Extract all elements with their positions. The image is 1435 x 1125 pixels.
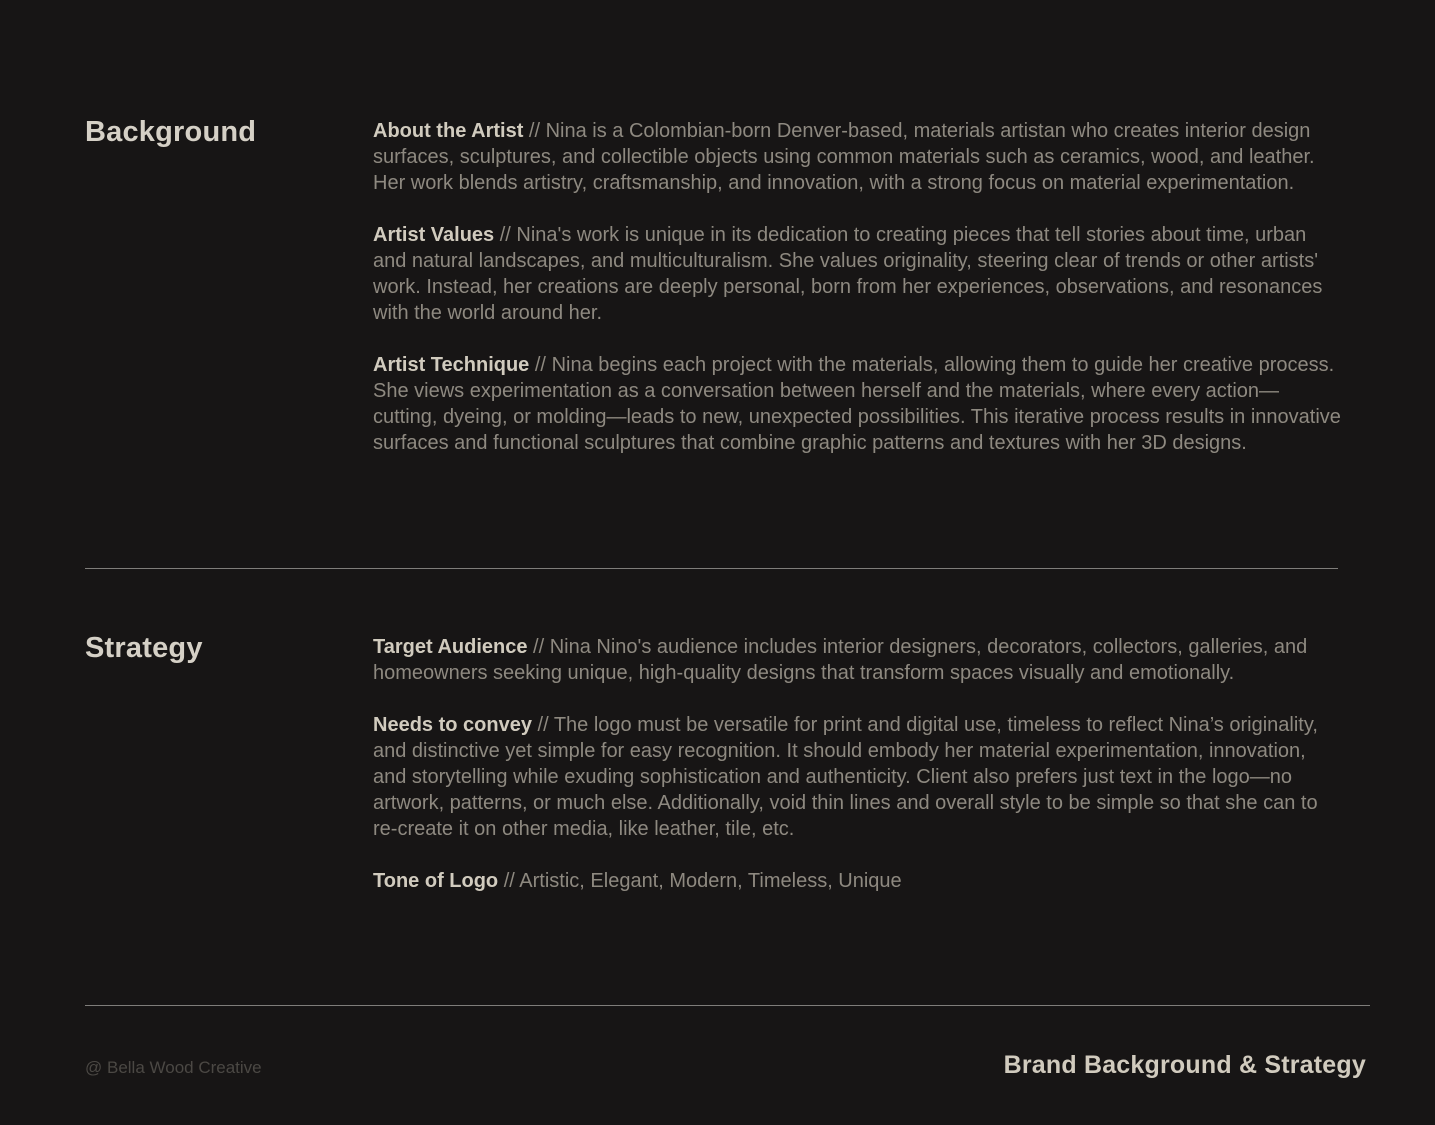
background-section-heading: Background: [85, 116, 257, 148]
paragraph-label: About the Artist: [373, 120, 524, 142]
footer-page-title: Brand Background & Strategy: [1003, 1051, 1366, 1079]
footer-divider: [85, 1005, 1370, 1006]
paragraph-label: Artist Technique: [373, 354, 530, 376]
paragraph-text: Nina begins each project with the materials, allowing them to guide her creative process. She views experimentation as a conversation between herself and the materials, where every action—cutting, dyeing, or molding—leads to new, unexpected possibilities. This iterative process results in innovative surfaces and functional sculptures that combine graphic patterns and textures with her 3D designs.: [373, 354, 1341, 454]
paragraph-tone-of-logo: [373, 868, 1341, 894]
strategy-section-body: [373, 634, 1341, 894]
label-separator: //: [533, 636, 545, 658]
label-separator: //: [499, 224, 511, 246]
paragraph-text: Nina is a Colombian-born Denver-based, materials artistan who creates interior design surfaces, sculptures, and collectible objects using common materials such as ceramics, wood, and leather. Her work blends artistry, craftsmanship, and innovation, with a strong focus on material experimentation.: [373, 120, 1315, 194]
paragraph-label: Needs to convey: [373, 714, 532, 736]
label-separator: //: [503, 870, 515, 892]
paragraph-label: Target Audience: [373, 636, 528, 658]
label-separator: //: [534, 354, 546, 376]
label-separator: //: [528, 120, 541, 142]
strategy-section-heading: Strategy: [85, 632, 203, 664]
paragraph-text: Nina's work is unique in its dedication to creating pieces that tell stories about time, urban and natural landscapes, and multiculturalism. She values originality, steering clear of trends or other artists' work. Instead, her creations are deeply personal, born from her experiences, observations, and resonances with the world around her.: [373, 224, 1323, 324]
label-separator: //: [537, 714, 549, 736]
paragraph-about-the-artist: [373, 118, 1341, 196]
paragraph-artist-values: [373, 222, 1341, 326]
paragraph-text: Artistic, Elegant, Modern, Timeless, Unique: [519, 870, 902, 892]
footer-credit: @ Bella Wood Creative: [85, 1058, 262, 1077]
paragraph-needs-to-convey: [373, 712, 1341, 842]
paragraph-text: The logo must be versatile for print and digital use, timeless to reflect Nina’s originality, and distinctive yet simple for easy recognition. It should embody her material experimentation, innovation, and storytelling while exuding sophistication and authenticity. Client also prefers just text in the logo—no artwork, patterns, or much else. Additionally, void thin lines and overall style to be simple so that she can to re-create it on other media, like leather, tile, etc.: [373, 714, 1318, 840]
paragraph-label: Tone of Logo: [373, 870, 499, 892]
paragraph-artist-technique: [373, 352, 1341, 456]
section-divider: [85, 568, 1338, 569]
paragraph-target-audience: [373, 634, 1341, 686]
background-section-body: [373, 118, 1341, 456]
paragraph-label: Artist Values: [373, 224, 495, 246]
paragraph-text: Nina Nino's audience includes interior designers, decorators, collectors, galleries, and homeowners seeking unique, high-quality designs that transform spaces visually and emotionally.: [373, 636, 1308, 684]
